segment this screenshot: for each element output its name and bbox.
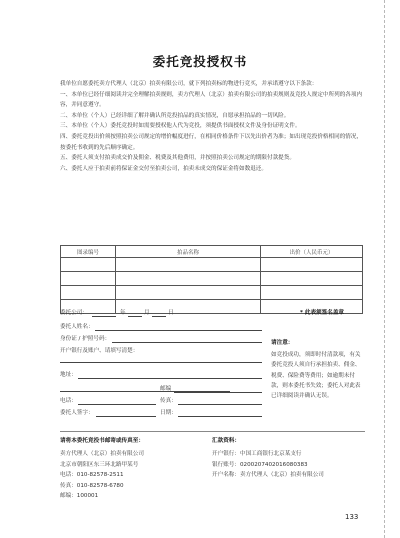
notice-box	[271, 338, 363, 401]
contact-address: 北京市朝阳区东三环北路甲某号	[60, 461, 139, 468]
company-field[interactable]	[92, 316, 116, 317]
bid-price-cell[interactable]	[261, 272, 363, 286]
id-field[interactable]	[112, 342, 262, 343]
intro-paragraph: 我单位自愿委托卖方代理人（北京）拍卖有限公司，就下列拍卖标的物进行竞买，并承诺遵守以下条款：	[60, 81, 318, 87]
bank-label: 开户银行及账户、请填写清楚：	[60, 348, 139, 354]
notice-text: 如竞投成功，须即时付清款项，有关委托竞投人须自行承担拍卖、佣金、税费、保险费等费用；如逾期未付款，则本委托书失效；委托人对此表已详细阅读并确认无误。	[271, 352, 361, 400]
notice-title: 请注意：	[271, 340, 294, 346]
lot-name-cell[interactable]	[116, 300, 261, 314]
clause-6: 六、委托人应于拍卖前将保证金交付至拍卖公司，拍卖未成交的保证金将如数退还。	[60, 165, 267, 172]
id-label: 身份证 / 护照号码：	[60, 336, 111, 342]
name-label: 委托人姓名：	[60, 324, 94, 330]
document-title: 委托竞投授权书	[152, 54, 248, 69]
address-field[interactable]	[78, 378, 262, 379]
contact-section	[60, 436, 210, 501]
address-label: 地址：	[60, 372, 77, 378]
table-row	[61, 258, 363, 272]
bank-field[interactable]	[60, 362, 262, 363]
header-lot-number: 图录编号	[61, 246, 116, 258]
contact-title: 请将本委托竞投书邮寄或传真至：	[60, 438, 144, 444]
clause-5: 五、委托人须支付拍卖成交价及佣金、税费及其他费用，并按照拍卖公司规定的期限付款提货。	[60, 155, 295, 162]
remit-bank: 开户银行：中国工商银行北京某支行	[212, 451, 302, 458]
bid-price-cell[interactable]	[261, 258, 363, 272]
zip-label: 邮编	[160, 386, 172, 392]
page-number: 133	[345, 513, 359, 521]
stamp-note: * 此表须签名盖章	[300, 310, 345, 316]
fax-label: 传真：	[160, 398, 177, 404]
contact-zip: 邮编：100001	[60, 493, 99, 500]
company-label: 委托公司：	[60, 310, 88, 316]
lot-number-cell[interactable]	[61, 286, 116, 300]
table-row	[61, 272, 363, 286]
clause-4: 四、委托竞投出价须按照拍卖公司规定的增价幅度进行，在相同价格条件下以先出价者为准；如出现竞投价格相同的情况，按委托书收到的先后顺序确定。	[60, 133, 363, 151]
date-label: 日期：	[160, 410, 177, 416]
header-lot-name: 拍品名称	[116, 246, 261, 258]
contact-fax: 传真：010-82578-6780	[60, 482, 124, 489]
remittance-section	[212, 436, 368, 481]
phone-label: 电话：	[60, 398, 77, 404]
date-field[interactable]	[178, 416, 262, 417]
lot-name-cell[interactable]	[116, 286, 261, 300]
table-row	[61, 286, 363, 300]
contact-phone: 电话：010-82578-2511	[60, 472, 124, 479]
remit-holder: 开户名称：卖方代理人（北京）拍卖有限公司	[212, 472, 324, 479]
header-bid-price: 出价（人民币元）	[261, 246, 363, 258]
fax-field[interactable]	[178, 404, 262, 405]
page-fold-line	[384, 0, 385, 538]
lot-name-cell[interactable]	[116, 272, 261, 286]
lot-number-cell[interactable]	[61, 272, 116, 286]
day-field[interactable]	[152, 316, 166, 317]
month-label: 月	[144, 310, 150, 316]
zip-field[interactable]	[174, 392, 262, 393]
bid-price-cell[interactable]	[261, 286, 363, 300]
authorization-terms	[60, 79, 366, 174]
contact-company: 卖方代理人（北京）拍卖有限公司	[60, 451, 144, 458]
day-label: 日	[168, 310, 174, 316]
name-field[interactable]	[95, 330, 262, 331]
clause-3: 三、本单位（个人）委托竞投时如需要授权他人代为竞投，须提供书面授权文件及身份证明文件。	[60, 123, 301, 130]
signature-field[interactable]	[96, 416, 156, 417]
sign-label: 委托人签字：	[60, 410, 94, 416]
bid-lot-table	[60, 245, 363, 314]
year-label: 年	[120, 310, 126, 316]
month-field[interactable]	[128, 316, 142, 317]
remit-title: 汇款资料：	[212, 438, 240, 444]
lot-name-cell[interactable]	[116, 258, 261, 272]
phone-field[interactable]	[78, 404, 156, 405]
remit-account: 银行账号：0200207402016080383	[212, 461, 308, 468]
divider	[60, 431, 365, 432]
clause-2: 二、本单位（个人）已经详细了解并确认所竞投拍品的真实情况，自愿承担拍品的一切风险。	[60, 112, 290, 119]
lot-number-cell[interactable]	[61, 258, 116, 272]
clause-1: 一、本单位已经仔细阅读并完全理解拍卖规则，卖方代理人（北京）拍卖有限公司的拍卖规则及竞投人规定中所列的各项内容，并同意遵守。	[60, 91, 363, 109]
